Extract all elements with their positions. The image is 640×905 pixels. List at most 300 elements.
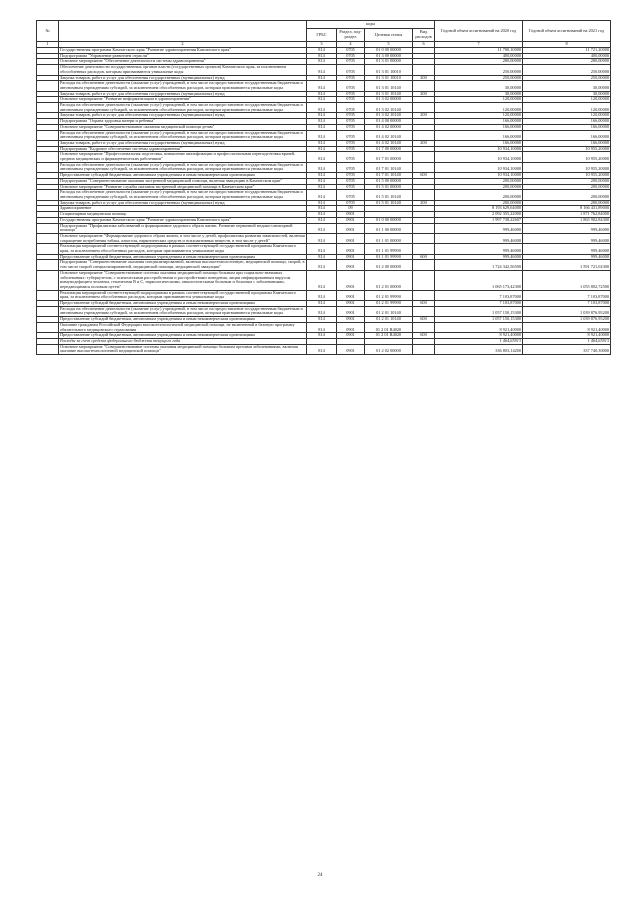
cell-grbs: 814	[307, 200, 337, 206]
cell-amount-2020: 2 092 355,22000	[435, 212, 523, 218]
cell-number	[37, 260, 59, 270]
cell-section: 0901	[337, 244, 365, 254]
cell-section: 0705	[337, 81, 365, 91]
cell-article: 01 3 01 00000	[365, 59, 413, 65]
cell-number	[37, 306, 59, 316]
cell-name: Основное мероприятие "Развитие службы оказания экстренной медицинской помощи в Камчатском крае"	[59, 184, 307, 190]
cell-amount-2020: 1 065 173,42300	[435, 270, 523, 290]
cell-amount-2020: 166,00000	[435, 124, 523, 130]
cell-name: Основное мероприятие "Формирование здорового образа жизни, в том числе у детей, профилактика развития зависимостей, включая сокращение потребления табака, алкоголя, наркотических средств и психоактивных веществ, в том числе у детей"	[60, 233, 305, 243]
cell-amount-2021: 166,00000	[523, 119, 611, 125]
cell-number	[37, 244, 59, 254]
cell-amount-2020: 7 103,87000	[435, 290, 523, 300]
cell-amount-2021: 200,00000	[523, 184, 611, 190]
cell-amount-2021: 10 955,20000	[523, 173, 611, 179]
col-header-number: №	[37, 21, 59, 42]
table-row	[37, 65, 611, 75]
cell-number	[37, 103, 59, 113]
cell-expense-type: 600	[413, 173, 435, 179]
cell-amount-2020: 166,00000	[435, 119, 523, 125]
cell-grbs: 814	[307, 217, 337, 223]
cell-grbs: 814	[307, 162, 337, 172]
cell-amount-2021: 1 865 902,84300	[523, 217, 611, 223]
cell-section: 0705	[337, 178, 365, 184]
cell-amount-2021: 120,00000	[523, 97, 611, 103]
cell-grbs: 814	[307, 53, 337, 59]
cell-amount-2020: 120,00000	[435, 97, 523, 103]
cell-amount-2020: 11 700,10000	[435, 48, 523, 54]
cell-expense-type	[413, 152, 435, 162]
cell-grbs: 814	[307, 317, 337, 323]
cell-amount-2021: 999,46000	[523, 254, 611, 260]
cell-article: 01 2 01 R4020	[365, 322, 413, 332]
cell-article: 01 2 01 99990	[365, 290, 413, 300]
cell-amount-2020: 1 464,65913	[435, 338, 523, 344]
cell-amount-2020: 999,46000	[435, 244, 523, 254]
cell-name: Расходы на обеспечение деятельности (оказание услуг) учреждений, в том числе на предоставление государственным бюджетным и автономным учреждениям субсидий, за исключением обособленных расходов, которым присваиваются уникальные коды	[59, 81, 307, 91]
cell-amount-2021: 999,46000	[523, 244, 611, 254]
cell-expense-type	[413, 81, 435, 91]
cell-grbs: 814	[307, 119, 337, 125]
cell-amount-2020: 10 934,10000	[435, 162, 523, 172]
cell-grbs: 814	[307, 65, 337, 75]
table-row	[37, 162, 611, 172]
cell-amount-2020: 120,00000	[435, 103, 523, 113]
cell-grbs: 814	[307, 260, 337, 270]
cell-name: Закупка товаров, работ и услуг для обеспечения государственных (муниципальных) нужд	[59, 140, 307, 146]
col-header-2020: Годовой объем ассигнований на 2020 год	[435, 21, 523, 42]
cell-section: 0705	[337, 53, 365, 59]
cell-amount-2020: 166,00000	[435, 140, 523, 146]
cell-name: Расходы на обеспечение деятельности (оказание услуг) учреждений, в том числе на предоставление государственным бюджетным и автономным учреждениям субсидий, за исключением обособленных расходов, которым присваиваются уникальные коды	[59, 130, 307, 140]
cell-number	[37, 270, 59, 290]
cell-expense-type	[413, 65, 435, 75]
cell-section: 0705	[337, 48, 365, 54]
cell-name: Основное мероприятие "Совершенствование системы оказания медицинской помощи больным при социально-значимых заболеваниях: туберкулезом, с психическими расстройствами и расстройствами поведения, лицам инфицированным вирусом иммунодефицита человека, гепатитами B и C, наркологическими, онкологическими больным и больным с заболеваниями, передающимися половым путем"	[59, 270, 307, 290]
cell-name: Предоставление субсидий бюджетным, автономным учреждениям и иным некоммерческим организациям	[59, 333, 307, 339]
cell-amount-2020: 1 997 738,22607	[435, 217, 523, 223]
cell-amount-2020: 1 724 342,56500	[435, 260, 523, 270]
cell-amount-2020: 30,00000	[435, 91, 523, 97]
cell-expense-type	[413, 322, 435, 332]
cell-amount-2020: 120,00000	[435, 113, 523, 119]
cell-amount-2021: 11 721,20000	[523, 48, 611, 54]
cell-section: 0705	[337, 91, 365, 97]
col-header-grbs: ГРБС	[307, 29, 337, 42]
cell-article: 01 7 01 10140	[365, 173, 413, 179]
cell-section: 0705	[337, 190, 365, 200]
cell-grbs: 814	[307, 223, 337, 233]
cell-grbs: 814	[307, 178, 337, 184]
cell-amount-2020: 999,46000	[435, 233, 523, 243]
cell-amount-2020: 166,00000	[435, 130, 523, 140]
cell-section: 0705	[337, 65, 365, 75]
cell-name: Обеспечение деятельности государственных органов власти (государственных органов) Камчатского края, за исключением обособленных расходов, которым присваиваются уникальные коды	[59, 65, 307, 75]
cell-name: Подпрограмма "Совершенствование оказания экстренной медицинской помощи, включая эвакуацию в Камчатском крае"	[59, 178, 307, 184]
cell-name: Здравоохранение	[59, 206, 307, 212]
budget-page	[36, 20, 610, 355]
cell-name: Основное мероприятие "Развитие информатизации в здравоохранении"	[59, 97, 307, 103]
cell-grbs: 814	[307, 48, 337, 54]
cell-name: Расходы на обеспечение деятельности (оказание услуг) учреждений, в том числе на предоставление государственным бюджетным и автономным учреждениям субсидий, за исключением обособленных расходов, которым присваиваются уникальные коды	[59, 306, 307, 316]
cell-section: 0705	[337, 59, 365, 65]
cell-amount-2020: 8 193 629,64000	[435, 206, 523, 212]
cell-amount-2021: 7 103,87000	[523, 301, 611, 307]
cell-article: 01 2 01 R4020	[365, 333, 413, 339]
cell-amount-2021: 166,00000	[523, 140, 611, 146]
cell-article: 01 5 01 10140	[365, 190, 413, 200]
cell-name: Подпрограмма "Управление развитием отрасли"	[59, 53, 307, 59]
cell-amount-2021: 166,00000	[523, 124, 611, 130]
col-header-article: Целевая статья	[365, 29, 413, 42]
cell-amount-2020: 10 934,10000	[435, 173, 523, 179]
cell-section: 0705	[337, 146, 365, 152]
cell-name: Основное мероприятие "Профессиональная подготовка, повышение квалификации и профессиональная переподготовка врачей, средних медицинских и фармацевтических работников"	[59, 152, 307, 162]
cell-article: 01 4 00 00000	[365, 119, 413, 125]
cell-grbs: 814	[307, 130, 337, 140]
col-header-name	[59, 21, 307, 42]
cell-article: 01 1 01 99990	[365, 244, 413, 254]
cell-article: 01 0 00 00000	[365, 217, 413, 223]
cell-section: 0901	[337, 306, 365, 316]
cell-expense-type	[413, 244, 435, 254]
cell-expense-type: 600	[413, 254, 435, 260]
cell-amount-2021: 10 955,20000	[523, 152, 611, 162]
cell-expense-type	[413, 130, 435, 140]
cell-grbs: 814	[307, 140, 337, 146]
cell-article: 01 7 00 00000	[365, 146, 413, 152]
cell-article: 01 2 01 99990	[365, 301, 413, 307]
cell-expense-type	[413, 344, 435, 354]
cell-expense-type	[413, 270, 435, 290]
cell-expense-type	[413, 103, 435, 113]
cell-grbs: 814	[307, 254, 337, 260]
cell-section: 0901	[337, 344, 365, 354]
cell-amount-2020: 250,00000	[435, 65, 523, 75]
cell-grbs: 814	[307, 124, 337, 130]
cell-amount-2020: 30,00000	[435, 81, 523, 91]
cell-article: 01 2 02 00000	[365, 344, 413, 354]
cell-grbs: 814	[307, 103, 337, 113]
cell-grbs: 814	[307, 184, 337, 190]
cell-grbs: 814	[307, 152, 337, 162]
table-row	[37, 233, 611, 243]
cell-name: Реализация мероприятий соответствующей подпрограммы в рамках соответствующей государственной программы Камчатского края, за исключением обособленных расходов, которым присваиваются уникальные коды	[59, 290, 307, 300]
cell-article: 01 3 01 10140	[365, 91, 413, 97]
column-index: 1	[37, 42, 59, 48]
cell-section: 0705	[337, 113, 365, 119]
cell-article: 01 3 01 10010	[365, 65, 413, 75]
cell-name: Оказание гражданам Российской Федерации высокотехнологичной медицинской помощи, не включенной в базовую программу обязательного медицинского страхования	[59, 322, 307, 332]
cell-amount-2021: 30,00000	[523, 81, 611, 91]
cell-section: 0901	[337, 322, 365, 332]
cell-section: 0705	[337, 119, 365, 125]
cell-amount-2021: 30,00000	[523, 91, 611, 97]
cell-name: Подпрограмма "Охрана здоровья матери и ребенка"	[59, 119, 307, 125]
cell-number	[37, 233, 59, 243]
cell-section: 0901	[337, 212, 365, 218]
cell-expense-type: 600	[413, 317, 435, 323]
cell-grbs: 814	[307, 75, 337, 81]
cell-article: 01 1 01 99990	[365, 254, 413, 260]
column-index: 4	[337, 42, 365, 48]
cell-expense-type	[413, 306, 435, 316]
cell-grbs: 814	[307, 301, 337, 307]
cell-grbs: 814	[307, 97, 337, 103]
cell-article: 01 4 02 10140	[365, 140, 413, 146]
cell-amount-2021: 1 871 762,84000	[523, 212, 611, 218]
cell-section: 0901	[337, 260, 365, 270]
table-row	[37, 322, 611, 332]
cell-section: 0705	[337, 152, 365, 162]
cell-grbs: 814	[307, 113, 337, 119]
cell-section: 0705	[337, 97, 365, 103]
cell-amount-2021: 8 921,40000	[523, 333, 611, 339]
cell-article: 01 4 02 00000	[365, 124, 413, 130]
cell-grbs: 814	[307, 290, 337, 300]
cell-amount-2020: 7 103,87000	[435, 301, 523, 307]
cell-name: Основное мероприятие "Совершенствование системы оказания медицинской помощи больным прочими заболеваниями, включая оказание высокотехнологичной медицинской помощи"	[59, 344, 307, 354]
cell-name: Предоставление субсидий бюджетным, автономным учреждениям и иным некоммерческим организациям	[59, 254, 307, 260]
cell-number	[37, 344, 59, 354]
cell-name: Стационарная медицинская помощь	[59, 212, 307, 218]
cell-amount-2020: 200,00000	[435, 178, 523, 184]
cell-amount-2021: 10 955,20000	[523, 146, 611, 152]
table-row	[37, 306, 611, 316]
cell-expense-type	[413, 290, 435, 300]
cell-name: Государственная программа Камчатского края "Развитие здравоохранения Камчатского края"	[59, 217, 307, 223]
cell-expense-type: 200	[413, 140, 435, 146]
cell-amount-2020: 200,00000	[435, 200, 523, 206]
cell-number	[37, 152, 59, 162]
cell-amount-2020: 8 921,40000	[435, 322, 523, 332]
cell-name: Предоставление субсидий бюджетным, автономным учреждениям и иным некоммерческим организациям	[59, 317, 307, 323]
cell-amount-2021: 1 055 802,72500	[523, 270, 611, 290]
table-row	[37, 152, 611, 162]
cell-section: 0901	[337, 301, 365, 307]
cell-article: 01 3 01 10140	[365, 81, 413, 91]
cell-number	[37, 162, 59, 172]
cell-article: 01 2 01 10140	[365, 306, 413, 316]
cell-name: Закупка товаров, работ и услуг для обеспечения государственных (муниципальных) нужд	[59, 113, 307, 119]
cell-amount-2020: 999,46000	[435, 223, 523, 233]
cell-amount-2021: 8 921,40000	[523, 322, 611, 332]
cell-article: 01 2 01 00000	[365, 270, 413, 290]
cell-amount-2020: 1 057 150,15300	[435, 306, 523, 316]
cell-amount-2021: 120,00000	[523, 113, 611, 119]
cell-name: Расходы за счет средств федерального бюджета текущего года	[59, 338, 307, 344]
cell-section: 0901	[337, 333, 365, 339]
cell-number	[37, 65, 59, 75]
cell-name: Подпрограмма "Профилактика заболеваний и формирование здорового образа жизни. Развитие первичной медико-санитарной помощи"	[59, 223, 307, 233]
cell-amount-2021: 250,00000	[523, 65, 611, 75]
cell-expense-type	[413, 190, 435, 200]
cell-name: Подпрограмма "Кадровое обеспечение системы здравоохранения"	[59, 146, 307, 152]
cell-section: 0705	[337, 130, 365, 140]
table-row	[37, 223, 611, 233]
col-header-2021: Годовой объем ассигнований на 2021 год	[523, 21, 611, 42]
cell-grbs: 814	[307, 146, 337, 152]
cell-amount-2020: 1 057 150,15300	[435, 317, 523, 323]
cell-amount-2020: 336 803,14200	[435, 344, 523, 354]
cell-grbs: 814	[307, 344, 337, 354]
cell-amount-2020: 250,00000	[435, 75, 523, 81]
cell-amount-2021: 400,00000	[523, 53, 611, 59]
cell-grbs: 814	[307, 81, 337, 91]
cell-grbs: 814	[307, 270, 337, 290]
cell-grbs: 814	[307, 333, 337, 339]
cell-section: 0901	[337, 317, 365, 323]
cell-name: Расходы на обеспечение деятельности (оказание услуг) учреждений, в том числе на предоставление государственным бюджетным и автономным учреждениям субсидий, за исключением обособленных расходов, которым присваиваются уникальные коды	[59, 190, 307, 200]
cell-section: 09	[337, 206, 365, 212]
column-index: 3	[307, 42, 337, 48]
table-row	[37, 260, 611, 270]
cell-article: 01 1 00 00000	[365, 223, 413, 233]
cell-section: 0705	[337, 184, 365, 190]
column-index: 6	[413, 42, 435, 48]
cell-amount-2021: 250,00000	[523, 75, 611, 81]
budget-table	[36, 20, 611, 355]
cell-expense-type: 200	[413, 113, 435, 119]
cell-article: 01 5 00 00000	[365, 178, 413, 184]
cell-amount-2021: 10 955,20000	[523, 162, 611, 172]
table-row	[37, 190, 611, 200]
page-number: 24	[317, 873, 323, 878]
cell-section: 0901	[337, 223, 365, 233]
cell-expense-type	[413, 233, 435, 243]
cell-section: 0901	[337, 233, 365, 243]
cell-name: Реализация мероприятий соответствующей подпрограммы в рамках соответствующей государственной программы Камчатского края, за исключением обособленных расходов, которым присваиваются уникальные коды	[59, 244, 307, 254]
cell-article: 01 3 02 00000	[365, 97, 413, 103]
cell-name: Основное мероприятие "Обеспечение деятельности системы здравоохранения"	[59, 59, 307, 65]
cell-section: 0705	[337, 124, 365, 130]
cell-article: 01 5 01 10140	[365, 200, 413, 206]
table-row	[37, 244, 611, 254]
cell-amount-2020: 200,00000	[435, 184, 523, 190]
cell-grbs: 814	[307, 322, 337, 332]
cell-article: 01 0 00 00000	[365, 48, 413, 54]
cell-number	[37, 81, 59, 91]
cell-expense-type	[413, 162, 435, 172]
cell-amount-2020: 10 934,10000	[435, 152, 523, 162]
cell-expense-type	[413, 260, 435, 270]
cell-name: Расходы на обеспечение деятельности (оказание услуг) учреждений, в том числе на предоставление государственным бюджетным и автономным учреждениям субсидий, за исключением обособленных расходов, которым присваиваются уникальные коды	[59, 103, 307, 113]
cell-amount-2021: 200,00000	[523, 190, 611, 200]
cell-article: 01 2 00 00000	[365, 260, 413, 270]
cell-amount-2021: 337 740,30000	[523, 344, 611, 354]
cell-amount-2020: 10 934,10000	[435, 146, 523, 152]
cell-section: 0901	[337, 254, 365, 260]
cell-expense-type: 200	[413, 200, 435, 206]
cell-amount-2021: 1 039 876,95200	[523, 306, 611, 316]
cell-amount-2021: 200,00000	[523, 178, 611, 184]
cell-name: Закупка товаров, работ и услуг для обеспечения государственных (муниципальных) нужд	[59, 200, 307, 206]
cell-article: 01 1 01 00000	[365, 233, 413, 243]
cell-grbs: 814	[307, 244, 337, 254]
cell-grbs: 814	[307, 173, 337, 179]
cell-article: 01 3 00 00000	[365, 53, 413, 59]
table-row	[37, 130, 611, 140]
cell-section: 0705	[337, 75, 365, 81]
cell-grbs: 814	[307, 190, 337, 200]
cell-amount-2020: 200,00000	[435, 190, 523, 200]
cell-grbs: 814	[307, 206, 337, 212]
cell-number	[37, 290, 59, 300]
cell-article: 01 2 01 10140	[365, 317, 413, 323]
cell-amount-2021: 280,00000	[523, 59, 611, 65]
cell-amount-2020: 280,00000	[435, 59, 523, 65]
cell-article: 01 7 01 10140	[365, 162, 413, 172]
cell-expense-type: 600	[413, 301, 435, 307]
cell-section: 0901	[337, 290, 365, 300]
col-header-expense: Вид расходов	[413, 29, 435, 42]
cell-section: 0705	[337, 140, 365, 146]
cell-name: Предоставление субсидий бюджетным, автономным учреждениям и иным некоммерческим организациям	[59, 301, 307, 307]
cell-name: Государственная программа Камчатского края "Развитие здравоохранения Камчатского края"	[59, 48, 307, 54]
cell-grbs: 814	[307, 306, 337, 316]
cell-expense-type: 200	[413, 75, 435, 81]
cell-article: 01 5 01 00000	[365, 184, 413, 190]
cell-amount-2020: 999,46000	[435, 254, 523, 260]
cell-amount-2021: 120,00000	[523, 103, 611, 113]
cell-expense-type: 200	[413, 91, 435, 97]
cell-amount-2021: 999,46000	[523, 223, 611, 233]
cell-number	[37, 322, 59, 332]
cell-amount-2020: 400,00000	[435, 53, 523, 59]
cell-section: 0705	[337, 173, 365, 179]
table-row	[37, 290, 611, 300]
budget-rows	[37, 48, 611, 355]
cell-section: 0705	[337, 200, 365, 206]
cell-article: 01 7 01 00000	[365, 152, 413, 162]
table-row	[37, 81, 611, 91]
column-index: 7	[435, 42, 523, 48]
col-header-section: Раздел, под-раздел	[337, 29, 365, 42]
cell-amount-2021: 166,00000	[523, 130, 611, 140]
cell-section: 0901	[337, 217, 365, 223]
column-index: 5	[365, 42, 413, 48]
cell-name: Предоставление субсидий бюджетным, автономным учреждениям и иным некоммерческим организациям	[59, 173, 307, 179]
table-row	[37, 344, 611, 354]
cell-section: 0705	[337, 103, 365, 113]
column-index: 8	[523, 42, 611, 48]
table-row	[37, 270, 611, 290]
cell-number	[37, 223, 59, 233]
cell-amount-2021: 1 039 876,95200	[523, 317, 611, 323]
cell-name: Закупка товаров, работ и услуг для обеспечения государственных (муниципальных) нужд	[59, 75, 307, 81]
cell-amount-2020: 8 921,40000	[435, 333, 523, 339]
cell-amount-2021: 999,46000	[523, 233, 611, 243]
cell-amount-2021: 8 166 431,89000	[523, 206, 611, 212]
cell-number	[37, 130, 59, 140]
table-row	[37, 103, 611, 113]
cell-number	[37, 190, 59, 200]
cell-name: Закупка товаров, работ и услуг для обеспечения государственных (муниципальных) нужд	[59, 91, 307, 97]
cell-grbs: 814	[307, 59, 337, 65]
cell-expense-type: 600	[413, 333, 435, 339]
cell-amount-2021: 7 103,87000	[523, 290, 611, 300]
cell-name: Расходы на обеспечение деятельности (оказание услуг) учреждений, в том числе на предоставление государственным бюджетным и автономным учреждениям субсидий, за исключением обособленных расходов, которым присваиваются уникальные коды	[59, 162, 307, 172]
cell-grbs: 814	[307, 233, 337, 243]
cell-name: Подпрограмма "Совершенствование оказания специализированной, включая высокотехнологичную, медицинской помощи, скорой, в том числе скорой специализированной, медицинской помощи, медицинской эвакуации"	[60, 259, 305, 270]
cell-amount-2021: 200,00000	[523, 200, 611, 206]
cell-article: 01 3 02 10140	[365, 103, 413, 113]
cell-section: 0705	[337, 162, 365, 172]
cell-grbs: 814	[307, 212, 337, 218]
cell-amount-2021: 1 464,65913	[523, 338, 611, 344]
cell-section: 0901	[337, 270, 365, 290]
column-index: 2	[59, 42, 307, 48]
